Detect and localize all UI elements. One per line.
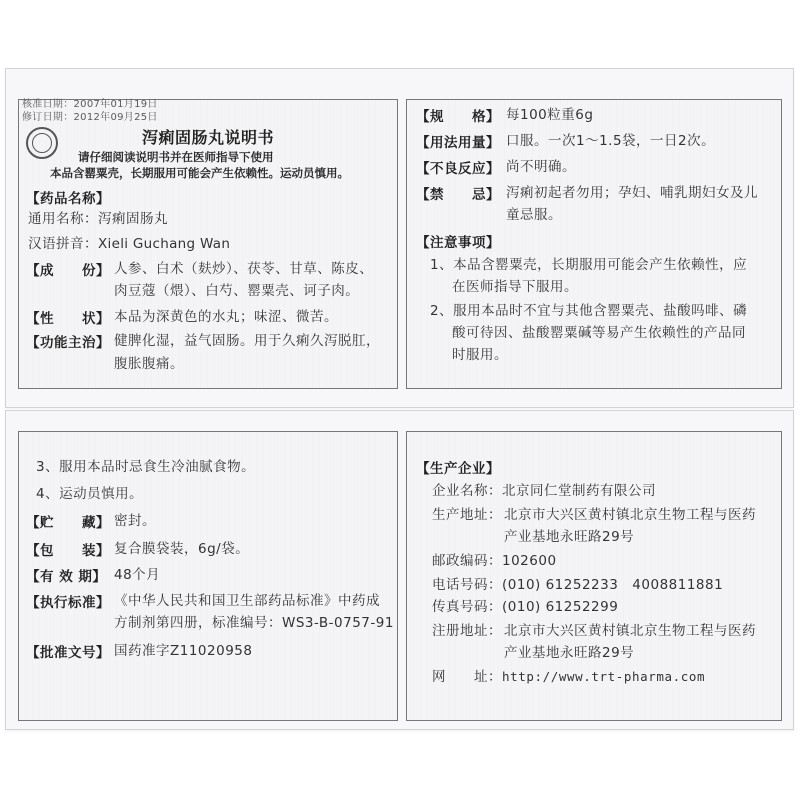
adverse-label: 【不良反应】 bbox=[416, 161, 500, 177]
manufacturer-label: 【生产企业】 bbox=[416, 461, 500, 477]
address-line-1: 北京市大兴区黄村镇北京生物工程与医药 bbox=[504, 507, 756, 523]
registered-address-line-1: 北京市大兴区黄村镇北京生物工程与医药 bbox=[504, 623, 756, 639]
property-label: 【性 状】 bbox=[26, 311, 110, 327]
company-name-label: 企业名称： bbox=[432, 483, 502, 499]
storage-value: 密封。 bbox=[114, 513, 156, 529]
phone-label: 电话号码： bbox=[432, 577, 502, 593]
ingredients-line-2: 肉豆蔻（煨）、白芍、罂粟壳、诃子肉。 bbox=[114, 283, 360, 299]
note-2-line-3: 时服用。 bbox=[452, 347, 508, 363]
dependency-warning: 本品含罂粟壳，长期服用可能会产生依赖性。运动员慎用。 bbox=[50, 166, 349, 180]
contraindication-line-2: 童忌服。 bbox=[506, 207, 562, 223]
leaflet-page-2 bbox=[5, 410, 794, 730]
registered-address-line-2: 产业基地永旺路29号 bbox=[504, 645, 635, 661]
fax-value: (010) 61252299 bbox=[502, 599, 619, 615]
validity-value: 48个月 bbox=[114, 567, 161, 583]
address-label: 生产地址： bbox=[432, 507, 502, 523]
usage-warning: 请仔细阅读说明书并在医师指导下使用 bbox=[78, 150, 274, 164]
pinyin-value: Xieli Guchang Wan bbox=[98, 236, 231, 252]
usage-label: 【用法用量】 bbox=[416, 135, 500, 151]
leaflet-page-1 bbox=[5, 68, 794, 408]
note-2-line-2: 酸可待因、盐酸罂粟碱等易产生依赖性的产品同 bbox=[452, 325, 746, 341]
function-label: 【功能主治】 bbox=[26, 335, 110, 351]
note-3: 3、服用本品时忌食生冷油腻食物。 bbox=[36, 459, 256, 475]
spec-label: 【规 格】 bbox=[416, 109, 500, 125]
function-line-2: 腹胀腹痛。 bbox=[114, 356, 184, 372]
note-1-line-2: 在医师指导下服用。 bbox=[452, 279, 578, 295]
drug-name-label: 【药品名称】 bbox=[26, 191, 110, 207]
approval-label: 【批准文号】 bbox=[26, 645, 110, 661]
company-logo-icon bbox=[26, 127, 58, 159]
note-1-line-1: 1、本品含罂粟壳，长期服用可能会产生依赖性，应 bbox=[430, 257, 748, 273]
pinyin-label: 汉语拼音： bbox=[28, 236, 98, 252]
contraindication-label: 【禁 忌】 bbox=[416, 187, 500, 203]
revise-date: 修订日期：2012年09月25日 bbox=[22, 112, 158, 123]
standard-label: 【执行标准】 bbox=[26, 595, 110, 611]
contraindication-line-1: 泻痢初起者勿用；孕妇、哺乳期妇女及儿 bbox=[506, 185, 758, 201]
registered-address-label: 注册地址： bbox=[432, 623, 502, 639]
validity-label: 【有 效 期】 bbox=[26, 569, 107, 585]
notes-label: 【注意事项】 bbox=[416, 235, 500, 251]
spec-value: 每100粒重6g bbox=[506, 107, 594, 123]
usage-value: 口服。一次1～1.5袋，一日2次。 bbox=[506, 133, 716, 149]
adverse-value: 尚不明确。 bbox=[506, 159, 576, 175]
phone-value: (010) 61252233 4008811881 bbox=[502, 577, 724, 593]
address-line-2: 产业基地永旺路29号 bbox=[504, 529, 635, 545]
note-4: 4、运动员慎用。 bbox=[36, 486, 144, 502]
ingredients-line-1: 人参、白术（麸炒）、茯苓、甘草、陈皮、 bbox=[114, 261, 374, 277]
standard-line-2: 方制剂第四册，标准编号：WS3-B-0757-91 bbox=[114, 615, 394, 631]
storage-label: 【贮 藏】 bbox=[26, 515, 110, 531]
zip-value: 102600 bbox=[502, 553, 557, 569]
package-value: 复合膜袋装，6g/袋。 bbox=[114, 541, 250, 557]
function-line-1: 健脾化湿，益气固肠。用于久痢久泻脱肛， bbox=[114, 333, 380, 349]
website-link[interactable]: http://www.trt-pharma.com bbox=[502, 669, 706, 684]
generic-name-value: 泻痢固肠丸 bbox=[98, 211, 168, 227]
generic-name-label: 通用名称： bbox=[28, 211, 98, 227]
package-label: 【包 装】 bbox=[26, 543, 110, 559]
property-value: 本品为深黄色的水丸；味涩、微苦。 bbox=[114, 309, 338, 325]
ingredients-label: 【成 份】 bbox=[26, 263, 110, 279]
fax-label: 传真号码： bbox=[432, 599, 502, 615]
website-label: 网 址： bbox=[432, 669, 502, 685]
company-name-value: 北京同仁堂制药有限公司 bbox=[502, 483, 656, 499]
leaflet-title: 泻痢固肠丸说明书 bbox=[142, 128, 275, 147]
approve-date: 核准日期：2007年01月19日 bbox=[22, 99, 158, 110]
standard-line-1: 《中华人民共和国卫生部药品标准》中药成 bbox=[114, 593, 380, 609]
zip-label: 邮政编码： bbox=[432, 553, 502, 569]
approval-value: 国药准字Z11020958 bbox=[114, 643, 253, 659]
note-2-line-1: 2、服用本品时不宜与其他含罂粟壳、盐酸吗啡、磷 bbox=[430, 303, 748, 319]
